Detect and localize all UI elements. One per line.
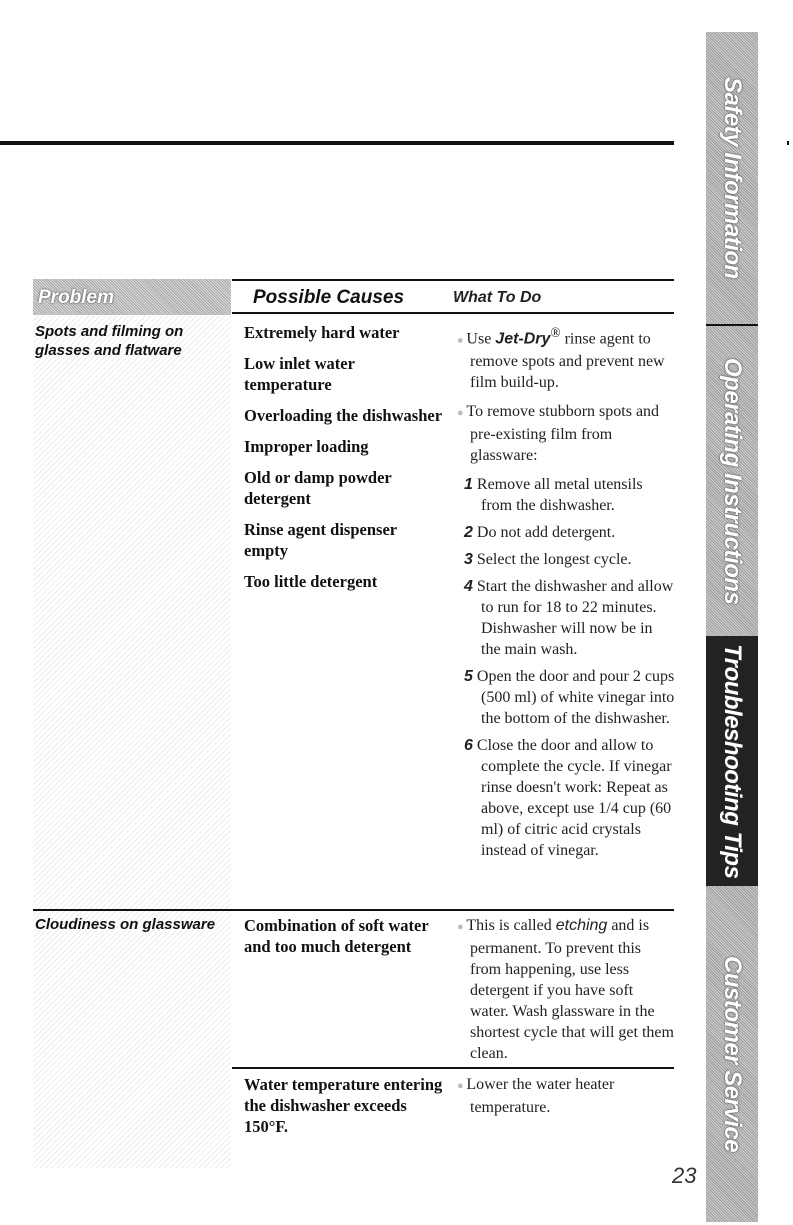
- todo-spots-filming: [453, 322, 675, 867]
- problem-column-bg: [33, 316, 231, 1168]
- step-item: 1 Remove all metal utensils from the dishwasher.: [464, 476, 643, 515]
- tab-label: Customer Service: [719, 955, 746, 1153]
- page-number: 23: [672, 1163, 697, 1188]
- problem-spots-filming: Spots and filming on glasses and flatware: [35, 323, 184, 359]
- todo-cloudiness: [453, 915, 675, 1072]
- tab-operating-instructions[interactable]: [706, 326, 758, 636]
- bullet-icon: ●: [457, 334, 467, 347]
- todo-water-temp: [453, 1074, 675, 1126]
- todo-bullet: ● This is called etching and is permanent. To prevent this from happening, use less detergent if you have soft water. Wash glassware in the shortest cycle that will get them clean.: [457, 917, 674, 1062]
- cause-item: Old or damp powder detergent: [244, 468, 392, 508]
- bullet-icon: ●: [457, 921, 467, 933]
- step-item: 5 Open the door and pour 2 cups (500 ml) of white vinegar into the bottom of the dishwasher.: [464, 668, 675, 728]
- cause-item: Low inlet water temperature: [244, 354, 355, 394]
- header-problem: Problem: [38, 287, 115, 308]
- causes-list: [244, 915, 444, 967]
- todo-bullet: ● Lower the water heater temperature.: [457, 1076, 615, 1116]
- causes-list: [244, 1074, 444, 1147]
- cause-item: Overloading the dishwasher: [244, 406, 443, 425]
- tab-label: Operating Instructions: [719, 357, 746, 605]
- brand-name: Jet-Dry: [495, 330, 551, 348]
- side-tabs: [706, 32, 758, 1222]
- top-rule-tick: [787, 141, 789, 145]
- header-what-to-do: What To Do: [453, 289, 542, 306]
- header-bottom-rule: [232, 312, 674, 314]
- tab-label: Safety Information: [719, 77, 746, 279]
- causes-list: [244, 322, 444, 602]
- row-divider: [232, 1067, 674, 1069]
- cause-item: Rinse agent dispenser empty: [244, 520, 397, 560]
- header-top-rule: [232, 279, 674, 281]
- tab-label: Troubleshooting Tips: [719, 643, 746, 879]
- cause-item: Combination of soft water and too much detergent: [244, 916, 429, 956]
- todo-bullet: ● To remove stubborn spots and pre-existing film from glassware:: [457, 403, 660, 465]
- tab-customer-service[interactable]: [706, 886, 758, 1222]
- bullet-icon: ●: [457, 407, 467, 420]
- tab-safety-information[interactable]: [706, 32, 758, 324]
- problem-cloudiness: Cloudiness on glassware: [35, 916, 216, 933]
- top-rule: [0, 141, 674, 145]
- step-item: 2 Do not add detergent.: [464, 524, 616, 542]
- cause-item: Extremely hard water: [244, 323, 400, 342]
- step-item: 3 Select the longest cycle.: [464, 551, 632, 569]
- cause-item: Too little detergent: [244, 572, 378, 591]
- bullet-icon: ●: [457, 1080, 467, 1092]
- row-divider: [33, 909, 674, 911]
- step-item: 4 Start the dishwasher and allow to run for 18 to 22 minutes. Dishwasher will now be in the main wash.: [464, 578, 674, 659]
- tab-troubleshooting-tips[interactable]: [706, 636, 758, 886]
- step-item: 6 Close the door and allow to complete the cycle. If vinegar rinse doesn't work: Repeat as above, except use 1/4 cup (60 ml) of citric acid crystals instead of vinegar.: [464, 737, 672, 860]
- cause-item: Improper loading: [244, 437, 369, 456]
- todo-bullet: ● Use Jet-Dry® rinse agent to remove spots and prevent new film build-up.: [457, 325, 665, 392]
- cause-item: Water temperature entering the dishwasher exceeds 150°F.: [244, 1075, 443, 1136]
- header-possible-causes: Possible Causes: [253, 287, 405, 308]
